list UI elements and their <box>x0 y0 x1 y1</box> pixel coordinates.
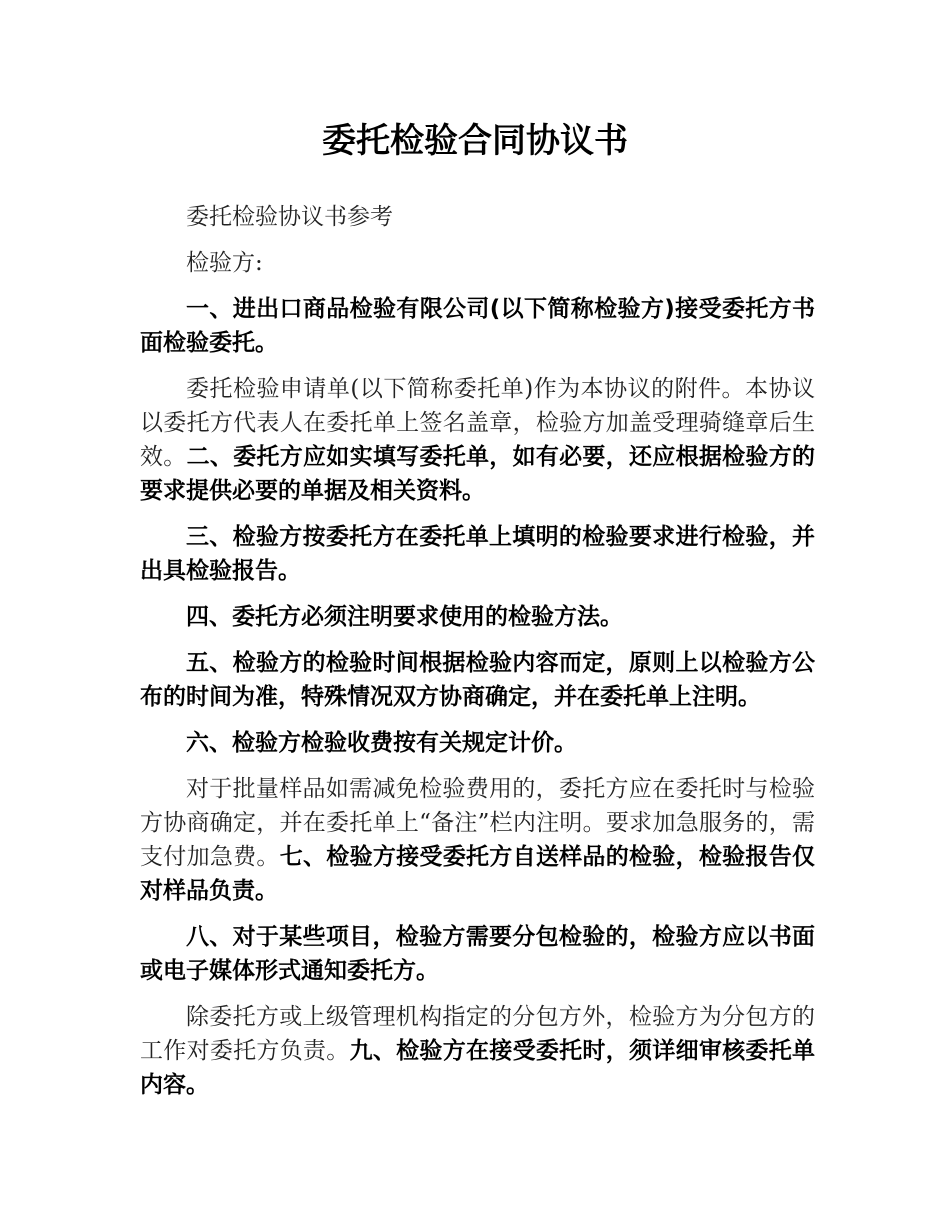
clause-text: 四、委托方必须注明要求使用的检验方法。 <box>186 604 623 630</box>
clause-6 <box>140 726 815 760</box>
clause-text: 七、检验方接受委托方自送样品的检验，检验报告仅对样品负责。 <box>140 844 816 904</box>
paragraph-attachment-clause-2 <box>140 372 815 508</box>
clause-text: 五、检验方的检验时间根据检验内容而定，原则上以检验方公布的时间为准，特殊情况双方协商确定，并在委托单上注明。 <box>140 650 815 710</box>
paragraph-text: 对于批量样品如需减免检验费用的，委托方应在委托时与检验方协商确定，并在委托单上“备注”栏内注明。要求加急服务的，需支付加急费。 <box>140 776 815 870</box>
paragraph-reference <box>140 200 815 234</box>
clause-text: 六、检验方检验收费按有关规定计价。 <box>186 730 577 756</box>
paragraph-text: 委托检验申请单(以下简称委托单)作为本协议的附件。本协议以委托方代表人在委托单上签名盖章，检验方加盖受理骑缝章后生效。 <box>140 376 815 470</box>
document-body <box>140 200 815 1114</box>
paragraph-inspector <box>140 246 815 280</box>
clause-text: 二、委托方应如实填写委托单，如有必要，还应根据检验方的要求提供必要的单据及相关资料。 <box>140 444 816 504</box>
paragraph-fees-clause-7 <box>140 772 815 908</box>
clause-4 <box>140 600 815 634</box>
paragraph-subcontract-clause-9 <box>140 1000 815 1102</box>
clause-text: 一、进出口商品检验有限公司(以下简称检验方)接受委托方书面检验委托。 <box>140 296 815 356</box>
document-title: 委托检验合同协议书 <box>322 121 628 161</box>
clause-1 <box>140 292 815 360</box>
clause-8 <box>140 920 815 988</box>
paragraph-text: 委托检验协议书参考 <box>186 204 393 230</box>
clause-5 <box>140 646 815 714</box>
clause-text: 三、检验方按委托方在委托单上填明的检验要求进行检验，并出具检验报告。 <box>140 524 815 584</box>
clause-text: 八、对于某些项目，检验方需要分包检验的，检验方应以书面或电子媒体形式通知委托方。 <box>140 924 815 984</box>
paragraph-text: 检验方: <box>186 250 263 276</box>
paragraph-text: 除委托方或上级管理机构指定的分包方外，检验方为分包方的工作对委托方负责。 <box>140 1004 815 1064</box>
clause-text: 九、检验方在接受委托时，须详细审核委托单内容。 <box>140 1038 816 1098</box>
clause-3 <box>140 520 815 588</box>
